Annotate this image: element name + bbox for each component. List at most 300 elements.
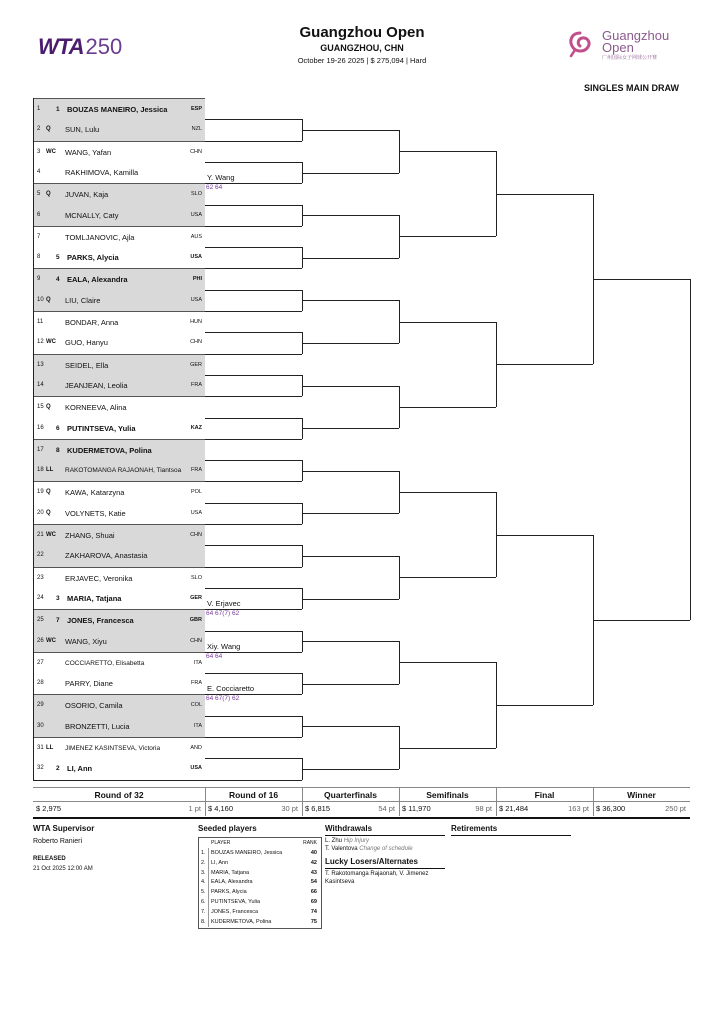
seed-rank-no: 8. [201, 918, 206, 925]
prize-round-label: Semifinals [426, 790, 469, 800]
player-country: CHN [190, 148, 202, 155]
player-country: NZL [191, 126, 202, 133]
bracket-line [302, 386, 399, 387]
bracket-line [690, 279, 691, 620]
draw-row [33, 205, 205, 226]
seeded-player-row [199, 858, 321, 868]
player-country: SLO [190, 191, 202, 198]
seed-rank-no: 2. [201, 859, 206, 866]
withdrawal-name: L. Zhu [325, 838, 343, 844]
player-name: ERJAVEC, Veronika [65, 573, 133, 583]
player-name: JEANJEAN, Leolia [65, 380, 128, 390]
draw-position: 20 [37, 509, 44, 516]
seed-number: 4 [56, 276, 60, 284]
draw-position: 5 [37, 191, 41, 198]
draw-row [33, 631, 205, 652]
draw-row [33, 98, 205, 120]
bracket-line [205, 119, 302, 120]
draw-row [33, 311, 205, 333]
draw-position: 26 [37, 637, 44, 644]
player-name: ZAKHAROVA, Anastasia [65, 551, 148, 561]
player-name: KAWA, Katarzyna [65, 488, 125, 498]
player-country: GBR [189, 617, 202, 624]
bracket-line [205, 247, 302, 248]
player-name: MARIA, Tatjana [67, 593, 122, 603]
player-country: FRA [191, 381, 202, 388]
player-country: AND [190, 745, 202, 751]
seed-number: 1 [56, 106, 60, 113]
draw-position: 22 [37, 552, 44, 559]
player-country: AUS [190, 233, 202, 240]
logo-line-1: Guangzhou [602, 28, 670, 43]
prize-mid-rule [33, 801, 690, 802]
withdrawal-item [325, 838, 369, 844]
seeded-player-row [199, 897, 321, 907]
tournament-location: GUANGZHOU, CHN [320, 43, 404, 53]
bracket-line [496, 705, 593, 706]
player-name: PARKS, Alycia [67, 253, 119, 263]
prize-amount: $ 11,970 [402, 804, 431, 813]
draw-row [33, 460, 205, 481]
player-name: VOLYNETS, Katie [65, 508, 126, 518]
prize-divider [496, 788, 497, 816]
draw-position: 8 [37, 254, 41, 261]
bracket-line [399, 236, 496, 237]
advancing-player: V. Erjavec [207, 599, 241, 609]
draw-position: 7 [37, 233, 41, 240]
prize-cell [33, 802, 205, 816]
draw-row [33, 119, 205, 140]
entry-status: LL [46, 467, 54, 474]
player-name: ZHANG, Shuai [65, 531, 115, 540]
entry-status: WC [46, 637, 56, 644]
draw-position: 31 [37, 745, 44, 751]
draw-position: 4 [37, 168, 41, 175]
seeded-player-row [199, 868, 321, 878]
draw-row [33, 183, 205, 205]
prize-cell [399, 802, 496, 816]
withdrawal-reason: Change of schedule [359, 846, 413, 852]
draw-row [33, 354, 205, 376]
draw-position: 9 [37, 276, 41, 283]
player-name: GUO, Hanyu [65, 338, 108, 348]
seeded-col-player: PLAYER [211, 840, 231, 846]
player-country: ITA [193, 722, 202, 729]
lucky-losers-list: T. Rakotomanga Rajaonah, V. Jimenez Kasintseva [325, 871, 429, 885]
draw-row [33, 290, 205, 311]
player-country: FRA [191, 467, 202, 474]
entry-status: WC [46, 339, 56, 346]
seeded-player-name: EALA, Alexandra [211, 879, 253, 886]
advancing-player: Y. Wang [207, 173, 235, 183]
tournament-dates: October 19-26 2025 | $ 275,094 | Hard [297, 56, 427, 65]
draw-position: 27 [37, 659, 44, 666]
guangzhou-open-logo [566, 28, 686, 64]
seeded-player-name: MARIA, Tatjana [211, 869, 250, 876]
draw-row [33, 652, 205, 674]
seeded-title: Seeded players [198, 824, 257, 833]
bracket-line [205, 396, 302, 397]
seeded-player-rank: 43 [310, 869, 317, 876]
seeded-player-name: PUTINTSEVA, Yulia [211, 899, 261, 905]
player-name: RAKHIMOVA, Kamilla [65, 167, 139, 177]
seeded-player-row [199, 877, 321, 887]
lucky-losers-title: Lucky Losers/Alternates [325, 857, 418, 866]
match-score: 64 64 [206, 652, 223, 660]
draw-position: 3 [37, 148, 41, 155]
seeded-player-rank: 74 [310, 908, 317, 915]
seeded-player-rank: 54 [310, 879, 317, 886]
draw-position: 16 [37, 424, 44, 431]
bracket-line [205, 141, 302, 142]
bracket-line [302, 556, 399, 557]
match-score: 64 67(7) 62 [206, 695, 240, 703]
bracket-line [205, 631, 302, 632]
player-name: COCCIARETTO, Elisabetta [65, 659, 145, 667]
bracket-line [302, 726, 399, 727]
draw-row [33, 226, 205, 248]
supervisor-name: Roberto Ranieri [33, 838, 83, 845]
draw-position: 25 [37, 617, 44, 624]
entry-status: LL [46, 745, 54, 751]
player-name: BRONZETTI, Lucia [65, 721, 130, 731]
tournament-title: Guangzhou Open [299, 24, 425, 41]
seed-rank-no: 1. [201, 850, 206, 856]
match-score: 62 64 [206, 184, 223, 192]
seed-number: 2 [56, 765, 60, 773]
player-country: POL [190, 489, 202, 496]
bracket-line [399, 151, 496, 152]
bracket-line [399, 748, 496, 749]
seeded-player-row [199, 907, 321, 917]
prize-divider [302, 788, 303, 816]
prize-divider [593, 788, 594, 816]
draw-position: 1 [37, 106, 41, 112]
draw-row [33, 758, 205, 779]
bracket-line [399, 492, 496, 493]
draw-row [33, 141, 205, 163]
entry-status: Q [46, 509, 51, 516]
draw-row [33, 716, 205, 737]
player-country: KAZ [190, 424, 202, 431]
entry-status: Q [46, 404, 51, 411]
draw-position: 6 [37, 211, 41, 218]
bracket-line [302, 215, 399, 216]
bracket-line [302, 684, 399, 685]
player-country: GER [190, 594, 202, 601]
draw-row [33, 694, 205, 716]
withdrawal-item [325, 846, 413, 852]
player-country: ESP [190, 106, 202, 112]
player-name: JONES, Francesca [67, 616, 134, 626]
player-name: LI, Ann [67, 764, 93, 774]
draw-position: 12 [37, 339, 44, 346]
advancing-player: Xiy. Wang [207, 641, 241, 651]
seeded-player-rank: 69 [310, 899, 317, 905]
draw-row [33, 162, 205, 183]
wta-logo-text: WTA [38, 34, 84, 59]
entry-status: Q [46, 126, 51, 133]
seed-rank-no: 7. [201, 908, 206, 915]
player-country: FRA [191, 680, 202, 687]
player-name: TOMLJANOVIC, Ajla [65, 232, 135, 242]
bracket-line [205, 460, 302, 461]
released-label: RELEASED [33, 856, 66, 862]
prize-amount: $ 2,975 [36, 804, 62, 813]
bracket-line [205, 758, 302, 759]
player-name: MCNALLY, Caty [65, 210, 119, 220]
draw-position: 24 [37, 594, 44, 601]
bracket-line [205, 481, 302, 482]
bracket-line [205, 290, 302, 291]
prize-points: 54 pt [378, 804, 395, 813]
player-name: PARRY, Diane [65, 679, 113, 689]
player-country: COL [190, 702, 202, 709]
draw-position: 18 [37, 467, 44, 474]
player-name: BONDAR, Anna [65, 318, 119, 327]
seeded-table [198, 837, 322, 929]
prize-cell [205, 802, 302, 816]
draw-position: 28 [37, 680, 44, 687]
bracket-line [205, 567, 302, 568]
bracket-line [302, 769, 399, 770]
seeded-player-name: KUDERMETOVA, Polina [211, 918, 272, 925]
prize-cell [593, 802, 690, 816]
seed-rank-no: 5. [201, 889, 206, 896]
player-name: WANG, Xiyu [65, 636, 107, 646]
logo-line-2: Open [602, 40, 634, 55]
prize-round-label: Round of 16 [228, 790, 279, 800]
draw-position: 19 [37, 489, 44, 496]
player-name: SUN, Lulu [65, 125, 100, 135]
seeded-player-rank: 42 [310, 859, 317, 866]
withdrawals-title: Withdrawals [325, 824, 373, 833]
player-name: BOUZAS MANEIRO, Jessica [67, 105, 168, 114]
seed-number: 3 [56, 594, 60, 602]
draw-row [33, 567, 205, 589]
bracket-line [205, 545, 302, 546]
draw-name: SINGLES MAIN DRAW [583, 83, 679, 93]
draw-position: 2 [37, 126, 41, 133]
seeded-player-rank: 75 [310, 918, 317, 925]
entry-status: Q [46, 191, 51, 198]
seeded-player-rank: 40 [310, 850, 317, 856]
seeded-player-name: LI, Ann [211, 859, 229, 866]
bracket-line [205, 205, 302, 206]
bracket-line [302, 428, 399, 429]
bracket-line [399, 662, 496, 663]
draw-row [33, 673, 205, 694]
bracket-line [496, 194, 593, 195]
player-name: JIMENEZ KASINTSEVA, Victoria [65, 745, 161, 752]
prize-cell [496, 802, 593, 816]
draw-position: 17 [37, 446, 44, 453]
supervisor-title: WTA Supervisor [33, 824, 95, 833]
prize-bottom-rule [33, 817, 690, 819]
match-score: 64 67(7) 62 [206, 610, 240, 618]
withdrawal-reason: Hip Injury [343, 838, 370, 844]
prize-round-label: Round of 32 [94, 790, 144, 800]
seeded-player-row [199, 887, 321, 897]
player-country: ITA [193, 659, 202, 666]
player-name: WANG, Yafan [65, 147, 112, 157]
swirl-logo-icon [566, 30, 594, 58]
entry-status: WC [46, 148, 56, 155]
bracket-line [399, 407, 496, 408]
bracket-line [205, 162, 302, 163]
player-country: CHN [190, 637, 202, 644]
draw-row [33, 247, 205, 268]
seed-number: 8 [56, 446, 60, 454]
player-country: CHN [190, 532, 202, 538]
withdrawal-name: T. Valentova [325, 846, 358, 852]
bracket-line [302, 471, 399, 472]
prize-round-label: Quarterfinals [324, 790, 377, 800]
player-name: OSORIO, Camila [65, 701, 123, 711]
draw-row [33, 545, 205, 566]
bracket-line [205, 268, 302, 269]
bracket-line [205, 311, 302, 312]
seeded-player-name: BOUZAS MANEIRO, Jessica [211, 850, 283, 856]
player-country: USA [190, 296, 202, 303]
player-country: GER [190, 361, 202, 368]
draw-row [33, 396, 205, 418]
entry-status: Q [46, 296, 51, 303]
player-name: KUDERMETOVA, Polina [67, 445, 152, 455]
bracket-line [205, 226, 302, 227]
bracket-line [302, 513, 399, 514]
player-country: CHN [190, 339, 202, 346]
draw-row [33, 332, 205, 353]
draw-row [33, 418, 205, 439]
prize-points: 250 pt [665, 804, 686, 813]
seed-number: 6 [56, 424, 60, 432]
prize-points: 98 pt [475, 804, 492, 813]
prize-top-rule [33, 787, 690, 788]
bracket-line [205, 588, 302, 589]
draw-left-rule [33, 98, 34, 780]
seeded-player-row [199, 917, 321, 927]
draw-row [33, 439, 205, 461]
prize-round-label: Winner [627, 790, 656, 800]
bracket-line [205, 716, 302, 717]
bracket-line [399, 322, 496, 323]
bracket-line [205, 737, 302, 738]
seeded-player-row [199, 848, 321, 858]
bracket-line [302, 599, 399, 600]
draw-row [33, 268, 205, 290]
draw-bottom-rule [33, 780, 205, 781]
seed-rank-no: 6. [201, 899, 206, 905]
draw-row [33, 375, 205, 396]
player-name: KORNEEVA, Alina [65, 403, 127, 413]
draw-row [33, 524, 205, 546]
bracket-line [593, 620, 690, 621]
entry-status: WC [46, 532, 56, 538]
draw-row [33, 609, 205, 631]
draw-position: 15 [37, 404, 44, 411]
player-country: PHI [192, 276, 202, 283]
retirements-title: Retirements [451, 824, 498, 833]
bracket-line [205, 332, 302, 333]
bracket-line [593, 279, 690, 280]
draw-position: 21 [37, 532, 44, 538]
bracket-line [302, 173, 399, 174]
draw-position: 30 [37, 722, 44, 729]
bracket-line [302, 258, 399, 259]
draw-position: 13 [37, 361, 44, 368]
bracket-line [205, 503, 302, 504]
bracket-line [205, 780, 302, 781]
bracket-line [205, 524, 302, 525]
bracket-line [205, 375, 302, 376]
prize-points: 1 pt [188, 804, 201, 813]
seeded-col-rank: RANK [303, 840, 317, 846]
bracket-line [205, 439, 302, 440]
advancing-player: E. Cocciaretto [207, 684, 255, 694]
prize-round-label: Final [534, 790, 555, 800]
bracket-line [205, 354, 302, 355]
player-country: SLO [190, 574, 202, 581]
seed-rank-no: 4. [201, 879, 206, 886]
prize-divider [205, 788, 206, 816]
draw-row [33, 481, 205, 503]
draw-position: 14 [37, 381, 44, 388]
bracket-line [205, 673, 302, 674]
seeded-player-name: PARKS, Alycia [211, 889, 247, 896]
player-country: USA [190, 509, 202, 516]
player-name: SEIDEL, Ella [65, 360, 109, 370]
prize-amount: $ 6,815 [305, 804, 331, 813]
prize-points: 30 pt [281, 804, 298, 813]
player-country: USA [190, 211, 202, 218]
released-date: 21 Oct 2025 12:00 AM [33, 866, 93, 872]
bracket-line [399, 577, 496, 578]
player-name: RAKOTOMANGA RAJAONAH, Tiantsoa [65, 467, 182, 475]
prize-amount: $ 36,300 [596, 804, 626, 813]
prize-amount: $ 21,484 [499, 804, 529, 813]
draw-position: 10 [37, 296, 44, 303]
prize-amount: $ 4,160 [208, 804, 234, 813]
player-name: PUTINTSEVA, Yulia [67, 423, 136, 433]
entry-status: Q [46, 489, 51, 496]
seeded-player-rank: 66 [310, 889, 317, 896]
draw-row [33, 588, 205, 609]
player-name: EALA, Alexandra [67, 275, 128, 285]
bracket-line [496, 535, 593, 536]
bracket-line [496, 364, 593, 365]
seed-rank-no: 3. [201, 869, 206, 876]
bracket-line [302, 343, 399, 344]
player-country: HUN [190, 319, 202, 325]
prize-points: 163 pt [568, 804, 589, 813]
bracket-line [302, 300, 399, 301]
draw-row [33, 503, 205, 524]
prize-cell [302, 802, 399, 816]
seed-number: 7 [56, 617, 60, 625]
bracket-line [205, 418, 302, 419]
draw-row [33, 737, 205, 759]
logo-chinese: 广州国际女子网球公开赛 [602, 55, 658, 61]
bracket-line [302, 641, 399, 642]
draw-position: 23 [37, 574, 44, 581]
player-country: USA [190, 254, 202, 261]
draw-position: 32 [37, 765, 44, 772]
bracket-line [302, 130, 399, 131]
wta-level: 250 [85, 34, 123, 59]
seeded-player-name: JONES, Francesca [211, 908, 259, 915]
seed-number: 5 [56, 254, 60, 262]
